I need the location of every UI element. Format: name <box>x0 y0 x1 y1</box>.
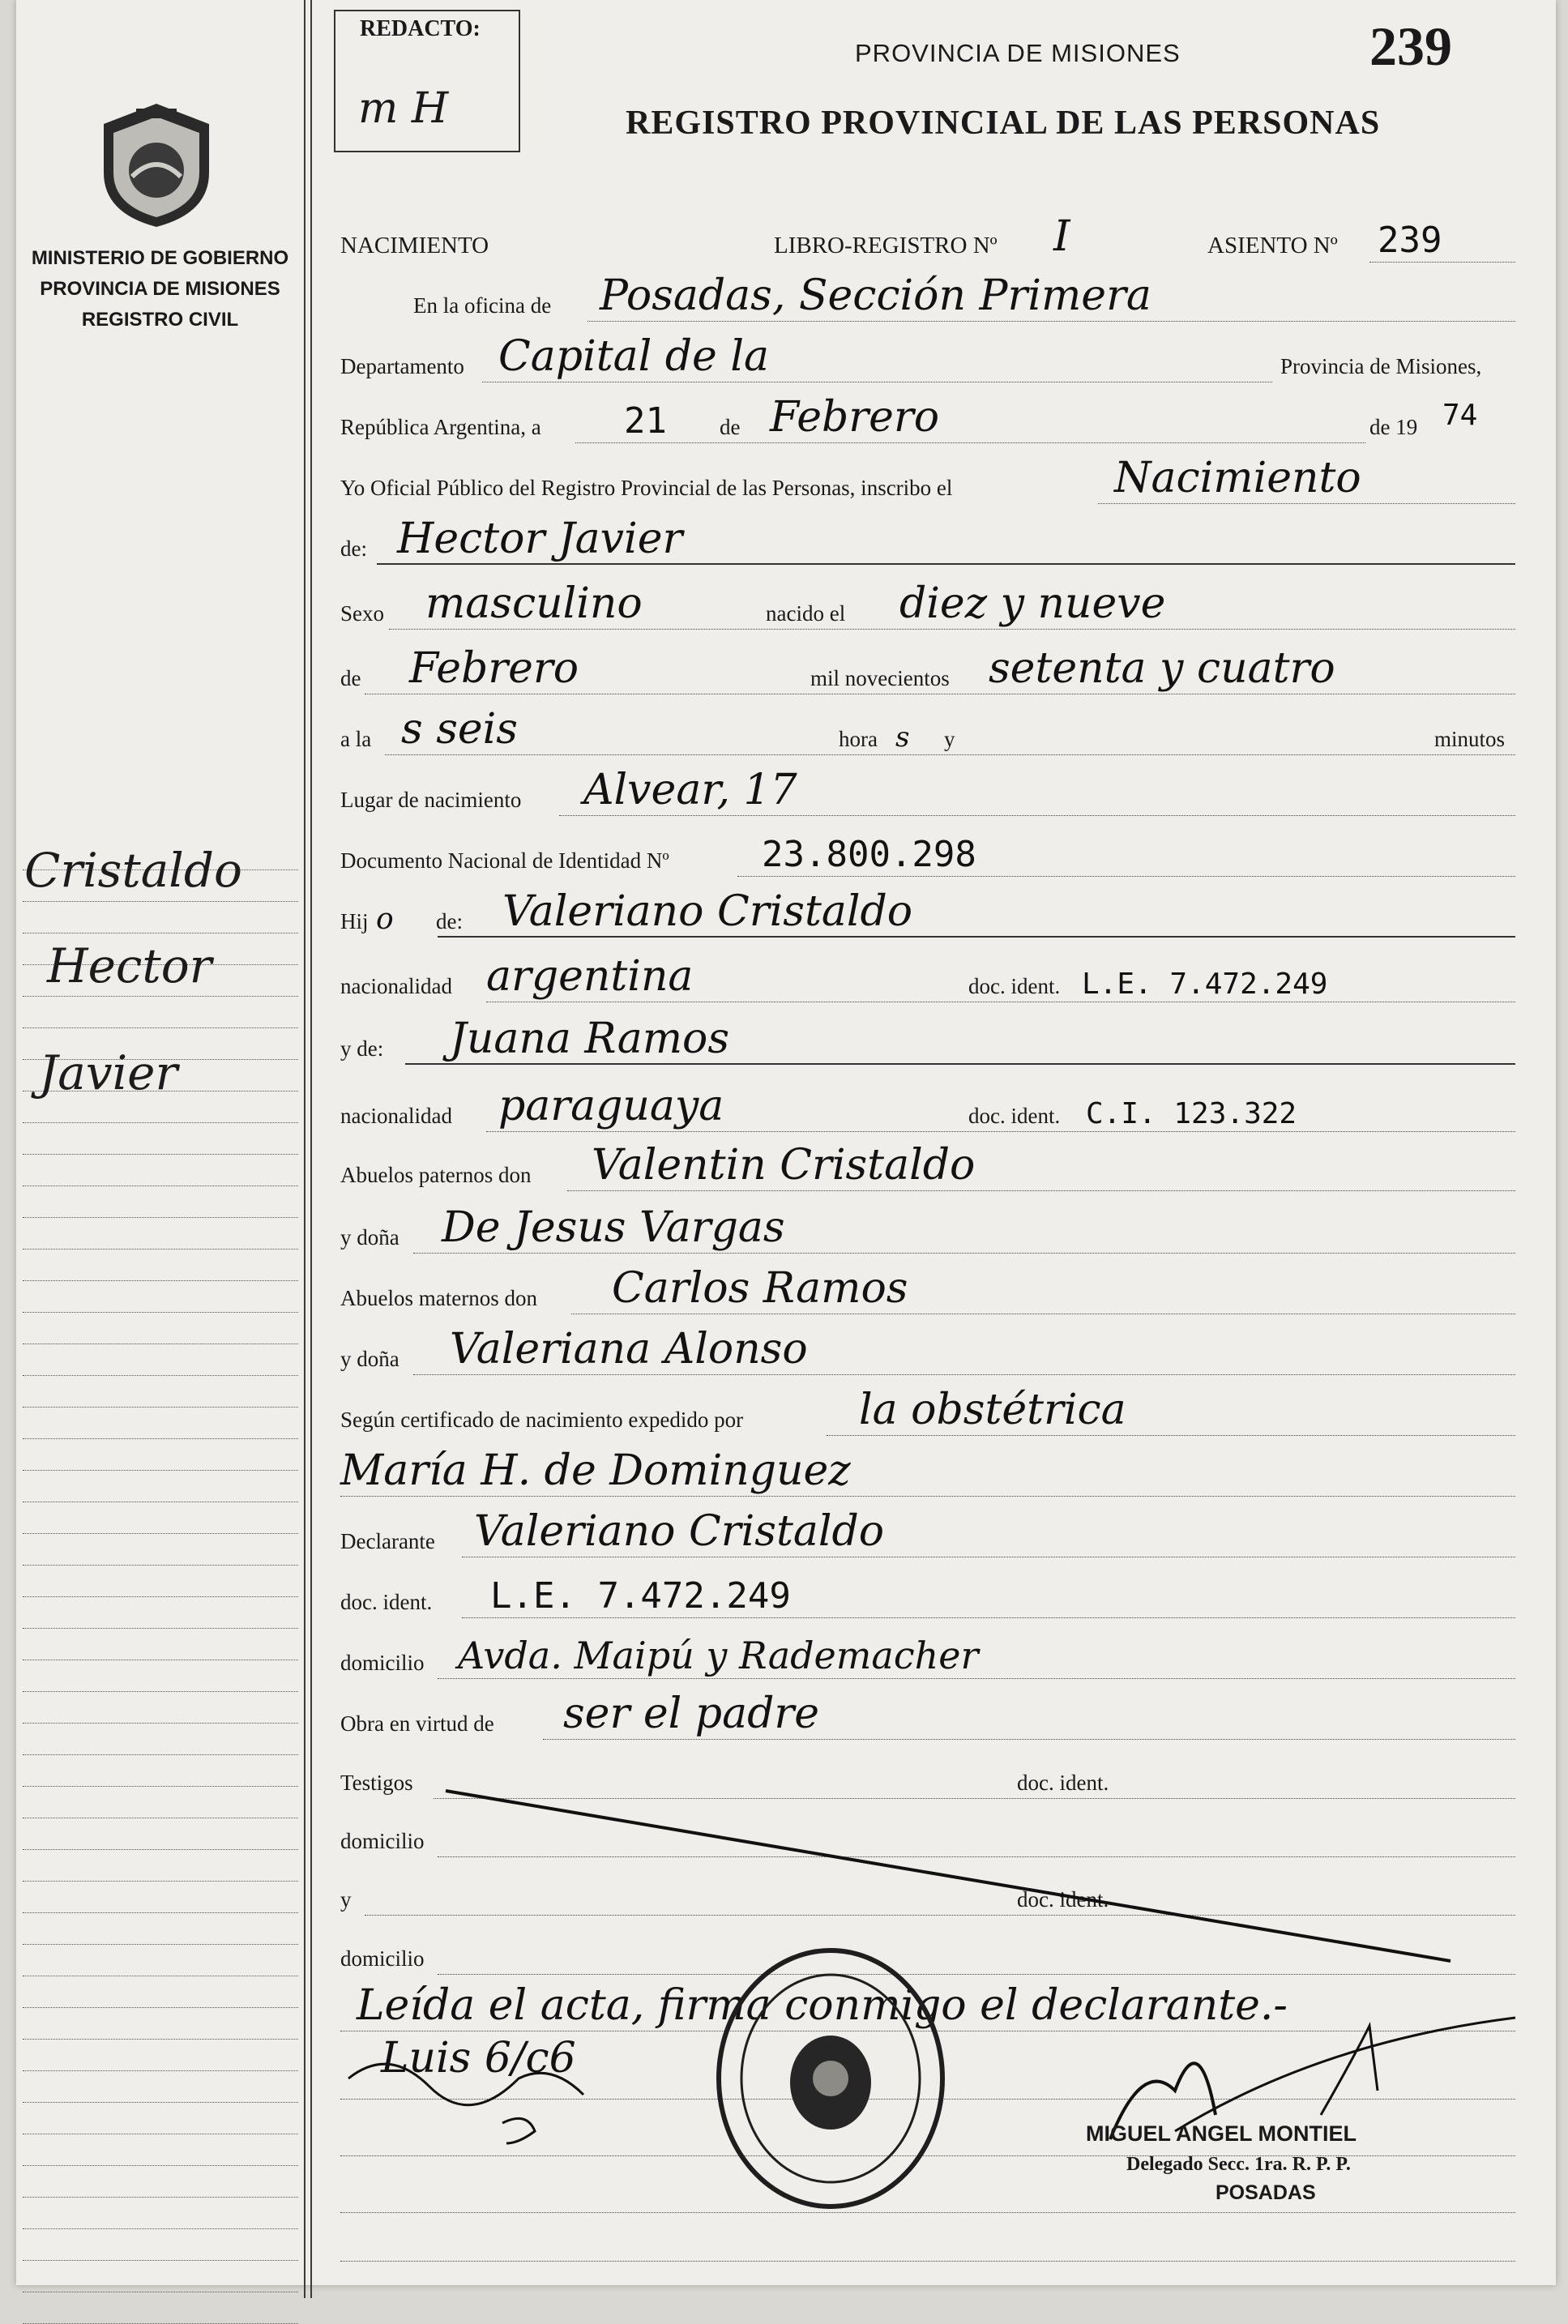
row-libro <box>340 212 1515 269</box>
index-rule <box>23 902 298 933</box>
ala-value: s seis <box>401 705 518 754</box>
blank-rule <box>340 2212 1515 2213</box>
segun-value: la obstétrica <box>859 1386 1126 1434</box>
nacido-label: nacido el <box>766 601 846 626</box>
row-abuelo-pat <box>340 1141 1515 1198</box>
ministry-line-2: PROVINCIA DE MISIONES <box>40 278 280 300</box>
row-abuela-pat <box>340 1203 1515 1260</box>
index-rule <box>23 1155 298 1186</box>
de19-label: de 19 <box>1369 415 1418 439</box>
dni-label: Documento Nacional de Identidad Nº <box>340 848 669 873</box>
nacido-value: diez y nueve <box>899 579 1166 628</box>
oficial-value: Nacimiento <box>1114 454 1361 502</box>
ala-label: a la <box>340 727 372 751</box>
index-rule <box>23 2040 298 2071</box>
index-rule <box>23 1787 298 1818</box>
entry-number: 239 <box>1369 15 1452 77</box>
row-abuelo-mat <box>340 1264 1515 1321</box>
ministry-line-1: MINISTERIO DE GOBIERNO <box>31 247 289 269</box>
row-decl-doc <box>340 1576 1515 1625</box>
decl-doc-value: L.E. 7.472.249 <box>490 1575 791 1617</box>
index-rule <box>23 1913 298 1945</box>
abuela-mat-label: y doña <box>340 1347 399 1371</box>
blank-rule <box>340 2261 1515 2262</box>
declarante-value: Valeriano Cristaldo <box>474 1507 885 1556</box>
fecha-de-label: de <box>720 415 741 439</box>
dni-value: 23.800.298 <box>762 834 976 875</box>
row-mes-anio <box>340 644 1515 701</box>
abuela-pat-value: De Jesus Vargas <box>442 1203 785 1252</box>
redacto-initials: m H <box>358 84 449 133</box>
index-rule <box>23 1471 298 1502</box>
anio-value: 74 <box>1442 399 1478 432</box>
decl-doc-label: doc. ident. <box>340 1590 433 1614</box>
abuela-mat-value: Valeriana Alonso <box>450 1325 808 1373</box>
index-rule <box>23 1850 298 1882</box>
left-margin-column <box>0 0 304 2298</box>
index-rule <box>23 1660 298 1692</box>
redacto-box <box>334 10 520 152</box>
index-rule <box>23 1281 298 1313</box>
official-seal-icon <box>709 1945 952 2212</box>
anio2-value: setenta y cuatro <box>989 644 1335 693</box>
index-rule <box>23 1123 298 1155</box>
index-rule <box>23 2261 298 2292</box>
ministry-line-3: REGISTRO CIVIL <box>81 309 239 331</box>
provincia-label: Provincia de Misiones, <box>1280 354 1482 378</box>
testigos-doc2-label: doc. ident. <box>1017 1887 1109 1912</box>
abuelo-pat-value: Valentin Cristaldo <box>592 1141 976 1190</box>
hijo-label: Hij <box>340 909 369 933</box>
index-rule <box>23 2198 298 2229</box>
testigos-dom-label: domicilio <box>340 1829 425 1853</box>
abuelos-mat-label: Abuelos maternos don <box>340 1286 537 1310</box>
index-rule <box>23 2134 298 2166</box>
index-rule <box>23 2008 298 2040</box>
redacto-label: REDACTO: <box>360 16 481 41</box>
sexo-label: Sexo <box>340 601 384 626</box>
official-name: MIGUEL ANGEL MONTIEL <box>1086 2121 1357 2146</box>
abuelos-pat-label: Abuelos paternos don <box>340 1163 532 1187</box>
row-oficina <box>340 271 1515 328</box>
margin-note: Luis 6/c6 <box>381 2034 576 2083</box>
testigos-y-label: y <box>340 1887 352 1912</box>
minutos-label: minutos <box>1434 727 1506 751</box>
obstetrica-value: María H. de Dominguez <box>340 1446 851 1495</box>
index-rule <box>23 1376 298 1408</box>
mes2-de-label: de <box>340 666 361 690</box>
index-rule <box>23 2229 298 2261</box>
index-rule <box>23 1344 298 1376</box>
obra-label: Obra en virtud de <box>340 1711 494 1736</box>
padre-nac-value: argentina <box>486 952 694 1001</box>
index-rule <box>23 1566 298 1597</box>
oficina-value: Posadas, Sección Primera <box>600 271 1151 320</box>
index-rule <box>23 997 298 1028</box>
mil-label: mil novecientos <box>810 666 950 690</box>
registry-title: REGISTRO PROVINCIAL DE LAS PERSONAS <box>626 105 1381 142</box>
padre-doc-value: L.E. 7.472.249 <box>1082 968 1328 1001</box>
row-padre-nac <box>340 952 1515 1009</box>
provincial-crest-icon <box>88 96 225 233</box>
row-sexo <box>340 579 1515 636</box>
row-obstetrica <box>340 1446 1515 1503</box>
row-nombre <box>340 515 1515 571</box>
index-rule <box>23 1408 298 1439</box>
index-rule <box>23 1818 298 1850</box>
segun-label: Según certificado de nacimiento expedido por <box>340 1408 744 1432</box>
madre-yde-label: y de: <box>340 1036 384 1061</box>
official-role: Delegado Secc. 1ra. R. P. P. <box>1126 2154 1351 2175</box>
oficina-label: En la oficina de <box>413 293 552 318</box>
index-rule <box>23 2103 298 2134</box>
index-rule <box>23 2166 298 2198</box>
index-rule <box>23 1724 298 1755</box>
mes2-value: Febrero <box>409 644 579 693</box>
index-rule <box>23 1629 298 1660</box>
index-rule <box>23 1502 298 1534</box>
index-rule <box>23 1250 298 1281</box>
libro-label: LIBRO-REGISTRO Nº <box>774 233 998 258</box>
index-rule <box>23 1186 298 1218</box>
row-segun <box>340 1386 1515 1442</box>
index-rule <box>23 1976 298 2008</box>
index-rule <box>23 1534 298 1566</box>
asiento-label: ASIENTO Nº <box>1207 233 1338 258</box>
dia-value: 21 <box>624 400 667 442</box>
domicilio-value: Avda. Maipú y Rademacher <box>458 1634 979 1677</box>
asiento-value: 239 <box>1378 220 1442 261</box>
row-obra <box>340 1690 1515 1746</box>
mes-value: Febrero <box>770 393 940 442</box>
ministry-heading <box>16 243 304 335</box>
row-departamento <box>340 332 1515 389</box>
row-oficial <box>340 454 1515 511</box>
row-hora <box>340 705 1515 762</box>
index-rule <box>23 1313 298 1344</box>
column-divider <box>304 0 312 2298</box>
index-rule <box>23 1597 298 1629</box>
index-rule <box>23 2071 298 2103</box>
hijo-suffix: o <box>376 903 394 936</box>
hijo-de-label: de: <box>436 909 463 933</box>
row-madre-nac <box>340 1082 1515 1139</box>
sexo-value: masculino <box>425 579 643 628</box>
oficial-label: Yo Oficial Público del Registro Provincial de las Personas, inscribo el <box>340 476 953 500</box>
y-label: y <box>944 727 955 751</box>
padre-nac-label: nacionalidad <box>340 974 452 998</box>
row-fecha <box>340 393 1515 450</box>
lugar-label: Lugar de nacimiento <box>340 788 522 812</box>
row-lugar <box>340 766 1515 822</box>
nombre-de-label: de: <box>340 536 367 561</box>
declarante-label: Declarante <box>340 1529 435 1553</box>
testigos-dom2-label: domicilio <box>340 1946 425 1971</box>
official-city: POSADAS <box>1216 2181 1316 2204</box>
horas-value: s <box>895 721 910 754</box>
abuelo-mat-value: Carlos Ramos <box>612 1264 908 1313</box>
row-madre <box>340 1015 1515 1071</box>
padre-doc-label: doc. ident. <box>968 974 1061 998</box>
row-abuela-mat <box>340 1325 1515 1382</box>
index-rule <box>23 1439 298 1471</box>
padre-value: Valeriano Cristaldo <box>502 887 913 936</box>
horas-label: hora <box>839 727 878 751</box>
madre-doc-value: C.I. 123.322 <box>1086 1097 1297 1130</box>
republica-label: República Argentina, a <box>340 415 541 439</box>
index-first-name: Hector <box>47 938 212 993</box>
index-surname: Cristaldo <box>24 843 242 898</box>
row-domicilio <box>340 1634 1515 1685</box>
row-padre <box>340 887 1515 944</box>
index-rule <box>23 1945 298 1976</box>
row-declarante <box>340 1507 1515 1564</box>
obra-value: ser el padre <box>563 1690 819 1738</box>
leida-value: Leída el acta, firma conmigo el declarante.- <box>357 1981 1288 2030</box>
domicilio-label: domicilio <box>340 1651 425 1675</box>
madre-nac-value: paraguaya <box>498 1082 724 1130</box>
province-heading: PROVINCIA DE MISIONES <box>855 39 1181 67</box>
index-rule <box>23 1882 298 1913</box>
index-rule <box>23 1755 298 1787</box>
departamento-label: Departamento <box>340 354 464 378</box>
testigos-doc-label: doc. ident. <box>1017 1771 1109 1795</box>
index-second-name: Javier <box>39 1045 178 1100</box>
libro-value: I <box>1053 212 1070 261</box>
abuela-pat-label: y doña <box>340 1225 399 1250</box>
type-label: NACIMIENTO <box>340 233 489 258</box>
madre-value: Juana Ramos <box>450 1015 730 1063</box>
madre-nac-label: nacionalidad <box>340 1104 452 1128</box>
nombre-value: Hector Javier <box>397 515 683 563</box>
departamento-value: Capital de la <box>498 332 769 381</box>
index-rule <box>23 1692 298 1724</box>
testigos-label: Testigos <box>340 1771 413 1795</box>
index-rule <box>23 2292 298 2324</box>
row-dni <box>340 835 1515 883</box>
lugar-value: Alvear, 17 <box>583 766 797 814</box>
index-rule <box>23 1218 298 1250</box>
declarant-signature-icon <box>340 2030 648 2151</box>
madre-doc-label: doc. ident. <box>968 1104 1061 1128</box>
